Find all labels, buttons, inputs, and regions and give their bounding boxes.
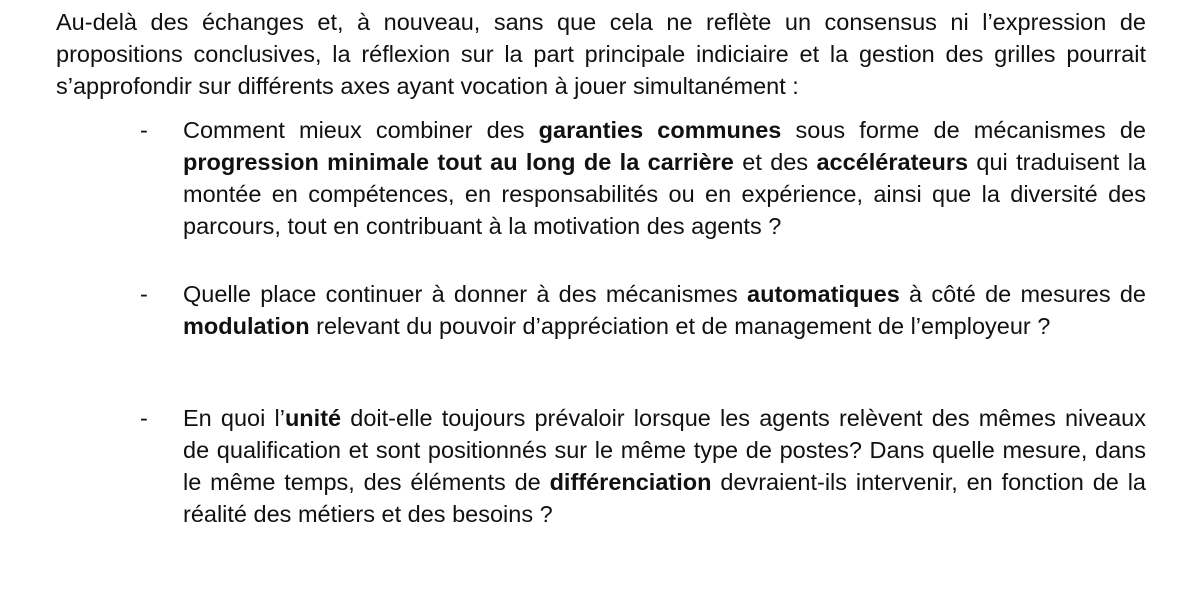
text-segment: devraient-ils intervenir, en fonction de la réalité des métiers et des besoins ? <box>183 469 1146 527</box>
bullet-dash: - <box>140 117 148 143</box>
text-segment: Comment mieux combiner des <box>183 117 539 143</box>
item-text <box>183 117 1146 239</box>
item-text <box>183 405 1146 527</box>
text-segment: sous forme de mécanismes de <box>781 117 1146 143</box>
text-segment: qui traduisent la montée en compétences, en responsabilités ou en expérience, ainsi que la diversité des parcours, tout en contribuant à la motivation des agents ? <box>183 149 1146 239</box>
emphasis-text: garanties communes <box>538 117 782 143</box>
item-text <box>183 281 1146 339</box>
text-segment: doit-elle toujours prévaloir lorsque les agents relèvent des mêmes niveaux de qualification et sont positionnés sur le même type de postes? Dans quelle mesure, dans le même temps, des éléments de <box>183 405 1146 495</box>
bullet-dash: - <box>140 281 148 307</box>
emphasis-text: modulation <box>183 313 310 339</box>
text-segment: et des <box>733 149 817 175</box>
text-segment: En quoi l’ <box>183 405 285 431</box>
list-item <box>56 114 1146 242</box>
emphasis-text: accélérateurs <box>816 149 969 175</box>
document-body <box>56 6 1146 530</box>
text-segment: Quelle place continuer à donner à des mécanismes <box>183 281 748 307</box>
bullet-dash: - <box>140 405 148 431</box>
emphasis-text: progression minimale tout au long de la carrière <box>183 149 734 175</box>
emphasis-text: unité <box>284 405 342 431</box>
list-item <box>56 278 1146 342</box>
question-list <box>56 114 1146 530</box>
intro-paragraph: Au-delà des échanges et, à nouveau, sans que cela ne reflète un consensus ni l’expression de propositions conclusives, la réflexion sur la part principale indiciaire et la gestion des grilles pourrait s’approfondir sur différents axes ayant vocation à jouer simultanément : <box>56 9 1146 99</box>
text-segment: relevant du pouvoir d’appréciation et de management de l’employeur ? <box>309 313 1051 339</box>
text-segment: à côté de mesures de <box>899 281 1146 307</box>
list-item <box>56 402 1146 530</box>
emphasis-text: différenciation <box>549 469 712 495</box>
emphasis-text: automatiques <box>747 281 900 307</box>
